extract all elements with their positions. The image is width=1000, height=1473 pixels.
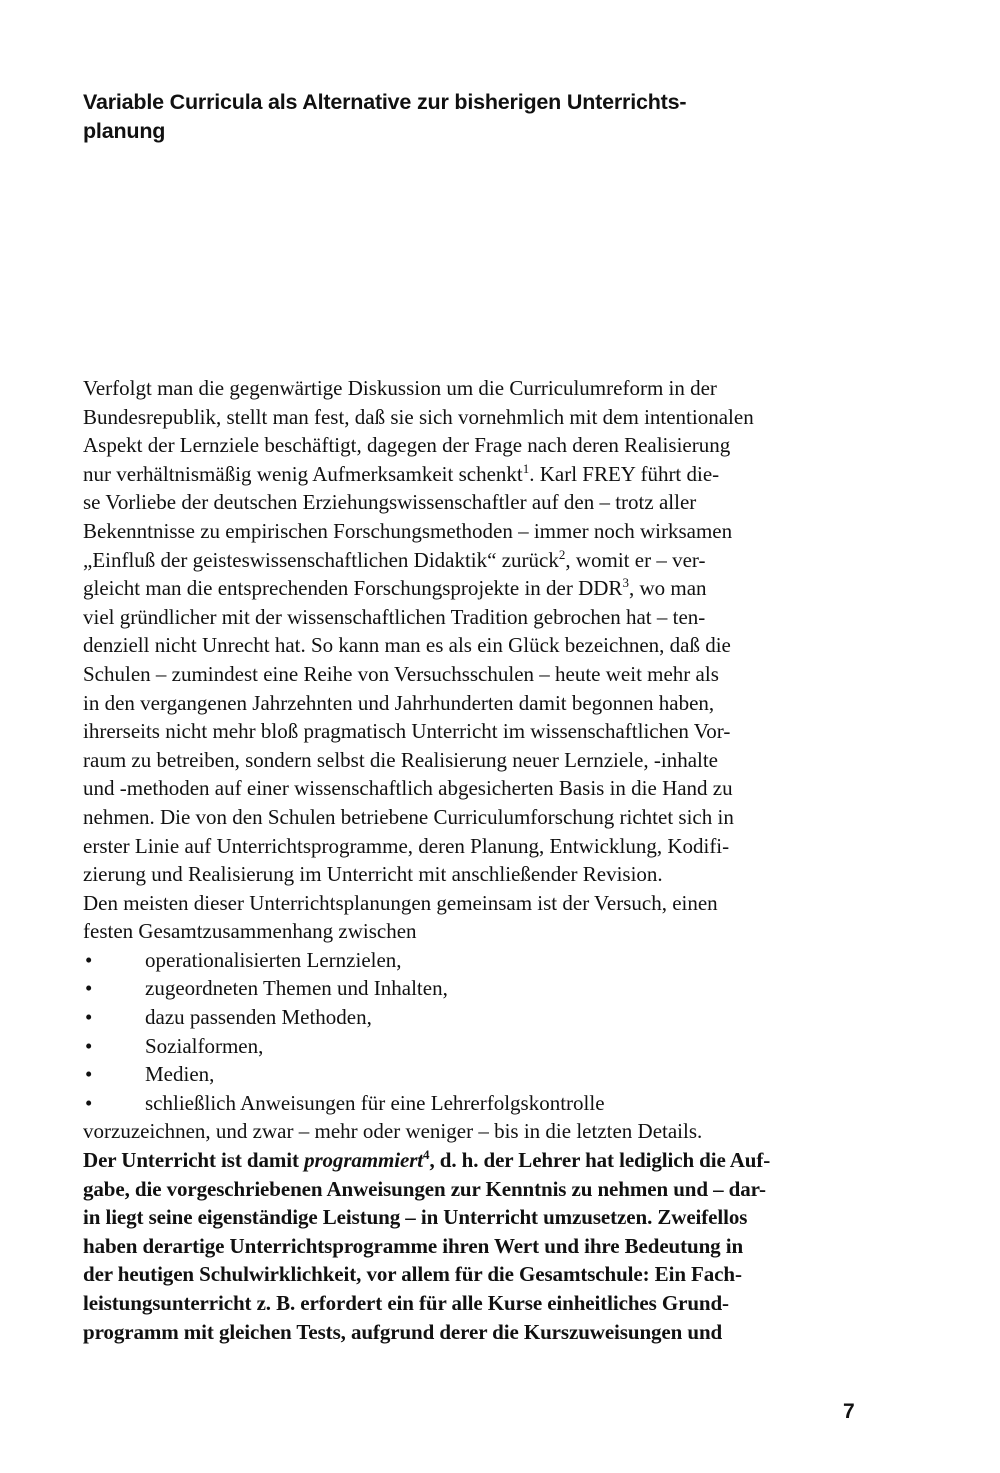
emphasized-term: programmiert: [304, 1148, 424, 1173]
bullet-icon: •: [85, 947, 93, 972]
list-item-text: Sozialformen,: [145, 1033, 264, 1058]
text-line: Verfolgt man die gegenwärtige Diskussion um die Curriculumreform in der: [83, 376, 717, 400]
text-line: denziell nicht Unrecht hat. So kann man es als ein Glück bezeichnen, daß die: [83, 633, 731, 658]
text-line: Bundesrepublik, stellt man fest, daß sie sich vornehmlich mit dem intentionalen: [83, 404, 754, 429]
text-line: [83, 574, 873, 603]
text-fragment: gleicht man die entsprechenden Forschungsprojekte in der DDR: [83, 576, 623, 601]
footnote-marker: 4: [423, 1147, 430, 1163]
footnote-marker: 3: [622, 575, 629, 591]
text-fragment: . Karl FREY führt die-: [529, 461, 720, 486]
list-item: [83, 946, 873, 975]
bullet-icon: •: [85, 1062, 93, 1087]
list-item-text: schließlich Anweisungen für eine Lehrerfolgskontrolle: [145, 1090, 605, 1115]
text-line: ihrerseits nicht mehr bloß pragmatisch Unterricht im wissenschaftlichen Vor-: [83, 719, 731, 744]
text-line: programm mit gleichen Tests, aufgrund derer die Kurszuweisungen und: [83, 1319, 723, 1344]
bullet-icon: •: [85, 1033, 93, 1058]
footnote-marker: 2: [558, 546, 566, 562]
text-fragment: Der Unterricht ist damit: [83, 1148, 305, 1173]
text-line: der heutigen Schulwirklichkeit, vor allem für die Gesamtschule: Ein Fach-: [83, 1262, 742, 1287]
list-item: [83, 1060, 873, 1089]
text-line: [83, 546, 873, 575]
text-line: se Vorliebe der deutschen Erziehungswissenschaftler auf den – trotz aller: [83, 490, 697, 515]
text-line: haben derartige Unterrichtsprogramme ihren Wert und ihre Bedeutung in: [83, 1233, 744, 1258]
text-fragment: „Einfluß der geisteswissenschaftlichen Didaktik“ zurück: [83, 547, 559, 572]
text-fragment: nur verhältnismäßig wenig Aufmerksamkeit schenkt: [83, 461, 523, 486]
text-line: raum zu betreiben, sondern selbst die Realisierung neuer Lernziele, -inhalte: [83, 747, 719, 772]
text-line: nehmen. Die von den Schulen betriebene Curriculumforschung richtet sich in: [83, 804, 734, 829]
list-item: [83, 1032, 873, 1061]
text-line: gabe, die vorgeschriebenen Anweisungen zur Kenntnis zu nehmen und – dar-: [83, 1176, 766, 1201]
body-text: [83, 374, 873, 1346]
footnote-marker: 1: [522, 460, 530, 476]
list-item-text: Medien,: [145, 1062, 215, 1087]
text-line: [83, 1146, 873, 1175]
heading-line-2: planung: [83, 118, 166, 143]
text-line: leistungsunterricht z. B. erfordert ein für alle Kurse einheitliches Grund-: [83, 1291, 729, 1315]
bullet-icon: •: [85, 1005, 93, 1030]
text-line: Bekenntnisse zu empirischen Forschungsmethoden – immer noch wirksamen: [83, 518, 733, 543]
text-line: in den vergangenen Jahrzehnten und Jahrhunderten damit begonnen haben,: [83, 690, 715, 715]
text-line: Den meisten dieser Unterrichtsplanungen gemeinsam ist der Versuch, einen: [83, 890, 718, 915]
text-fragment: , d. h. der Lehrer hat lediglich die Auf-: [429, 1148, 771, 1173]
text-line: festen Gesamtzusammenhang zwischen: [83, 919, 417, 944]
text-line: in liegt seine eigenständige Leistung – in Unterricht umzusetzen. Zweifellos: [83, 1205, 748, 1230]
text-line: und -methoden auf einer wissenschaftlich abgesicherten Basis in die Hand zu: [83, 776, 733, 801]
heading-line-1: Variable Curricula als Alternative zur bisherigen Unterrichts-: [83, 90, 687, 114]
text-line: vorzuzeichnen, und zwar – mehr oder weniger – bis in die letzten Details.: [83, 1119, 703, 1144]
text-line: [83, 460, 873, 489]
text-fragment: , womit er – ver-: [565, 547, 706, 572]
list-item: [83, 1089, 873, 1118]
text-line: viel gründlicher mit der wissenschaftlichen Tradition gebrochen hat – ten-: [83, 604, 706, 629]
text-line: Schulen – zumindest eine Reihe von Versuchsschulen – heute weit mehr als: [83, 661, 719, 686]
list-item-text: operationalisierten Lernzielen,: [145, 947, 402, 972]
list-item: [83, 1003, 873, 1032]
list-item-text: dazu passenden Methoden,: [145, 1005, 372, 1030]
text-line: zierung und Realisierung im Unterricht mit anschließender Revision.: [83, 862, 663, 887]
page-number: 7: [843, 1400, 855, 1423]
text-fragment: , wo man: [628, 576, 707, 601]
list-item: [83, 974, 873, 1003]
bullet-icon: •: [85, 976, 93, 1001]
text-line: Aspekt der Lernziele beschäftigt, dagegen der Frage nach deren Realisierung: [83, 433, 731, 458]
chapter-heading: [83, 88, 803, 145]
text-line: erster Linie auf Unterrichtsprogramme, deren Planung, Entwicklung, Kodifi-: [83, 833, 730, 858]
list-item-text: zugeordneten Themen und Inhalten,: [145, 976, 448, 1001]
bullet-icon: •: [85, 1090, 93, 1115]
